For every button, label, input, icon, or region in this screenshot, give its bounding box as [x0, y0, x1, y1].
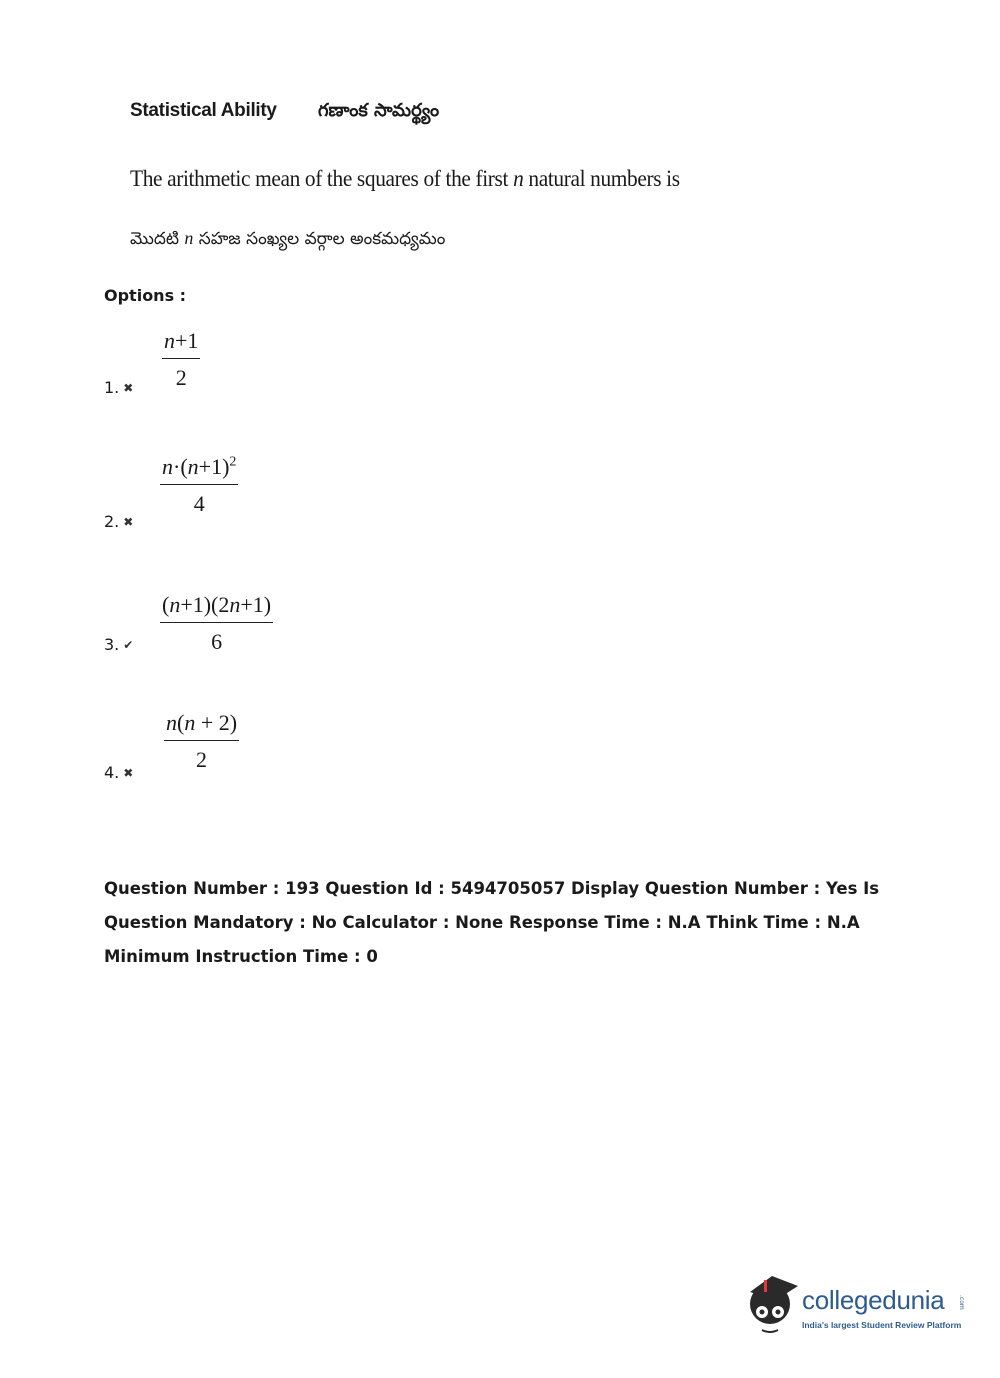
formula-denominator: 6 — [211, 629, 223, 654]
formula-part: n — [229, 592, 241, 617]
question-text-part: మొదటి — [130, 229, 185, 249]
formula-denominator: 4 — [193, 491, 205, 516]
option-number: 3. — [104, 635, 120, 654]
formula-part: +1 — [175, 328, 199, 353]
brand-suffix: .com — [958, 1295, 965, 1310]
formula-part: +1)(2 — [180, 592, 230, 617]
section-title-english: Statistical Ability — [130, 100, 277, 121]
question-text-part: natural numbers is — [523, 166, 680, 191]
option-number: 1. — [104, 378, 120, 397]
formula-part: n — [164, 328, 175, 353]
formula-part: +1) — [198, 454, 230, 479]
brand-name: collegedunia — [802, 1285, 945, 1315]
option-number: 2. — [104, 512, 120, 531]
formula-part: n — [169, 592, 181, 617]
formula-part: n — [162, 454, 173, 479]
formula-part: n — [187, 454, 199, 479]
formula-part: n — [166, 710, 177, 735]
question-text-english — [130, 166, 680, 192]
formula-part: ( — [162, 592, 170, 617]
formula-denominator: 2 — [196, 747, 208, 772]
question-text-telugu — [130, 228, 445, 253]
cross-icon: ✖ — [123, 380, 134, 395]
formula-part: ·( — [173, 454, 188, 479]
formula-part: ( — [177, 710, 185, 735]
formula-part: + 2) — [195, 710, 238, 735]
option-2-formula — [160, 454, 238, 517]
cross-icon: ✖ — [123, 765, 134, 780]
formula-denominator: 2 — [175, 365, 187, 390]
section-title-telugu: గణాంక సామర్థ్యం — [318, 100, 440, 121]
question-text-part: The arithmetic mean of the squares of the first — [130, 166, 514, 191]
formula-part: +1) — [240, 592, 272, 617]
cross-icon: ✖ — [123, 514, 134, 529]
question-metadata: Question Number : 193 Question Id : 5494705057 Display Question Number : Yes Is Question Mandatory : No Calculator : None Response Time : N.A Think Time : N.A Minimum Instruction Time : 0 — [104, 879, 880, 966]
option-1-formula — [162, 328, 200, 391]
check-icon: ✔ — [123, 637, 134, 652]
question-variable: n — [513, 166, 524, 191]
option-1[interactable] — [104, 378, 133, 397]
option-4[interactable] — [104, 763, 133, 782]
formula-exponent: 2 — [229, 454, 237, 470]
formula-part: n — [184, 710, 196, 735]
options-heading: Options : — [104, 286, 187, 305]
option-4-formula — [164, 710, 239, 773]
option-3[interactable] — [104, 635, 133, 654]
question-text-part: సహజ సంఖ్యల వర్గాల అంకమధ్యమం — [193, 229, 446, 249]
question-variable: n — [184, 228, 194, 248]
brand-tagline: India's largest Student Review Platform — [802, 1320, 962, 1330]
option-2[interactable] — [104, 512, 133, 531]
option-number: 4. — [104, 763, 120, 782]
option-3-formula — [160, 592, 273, 655]
